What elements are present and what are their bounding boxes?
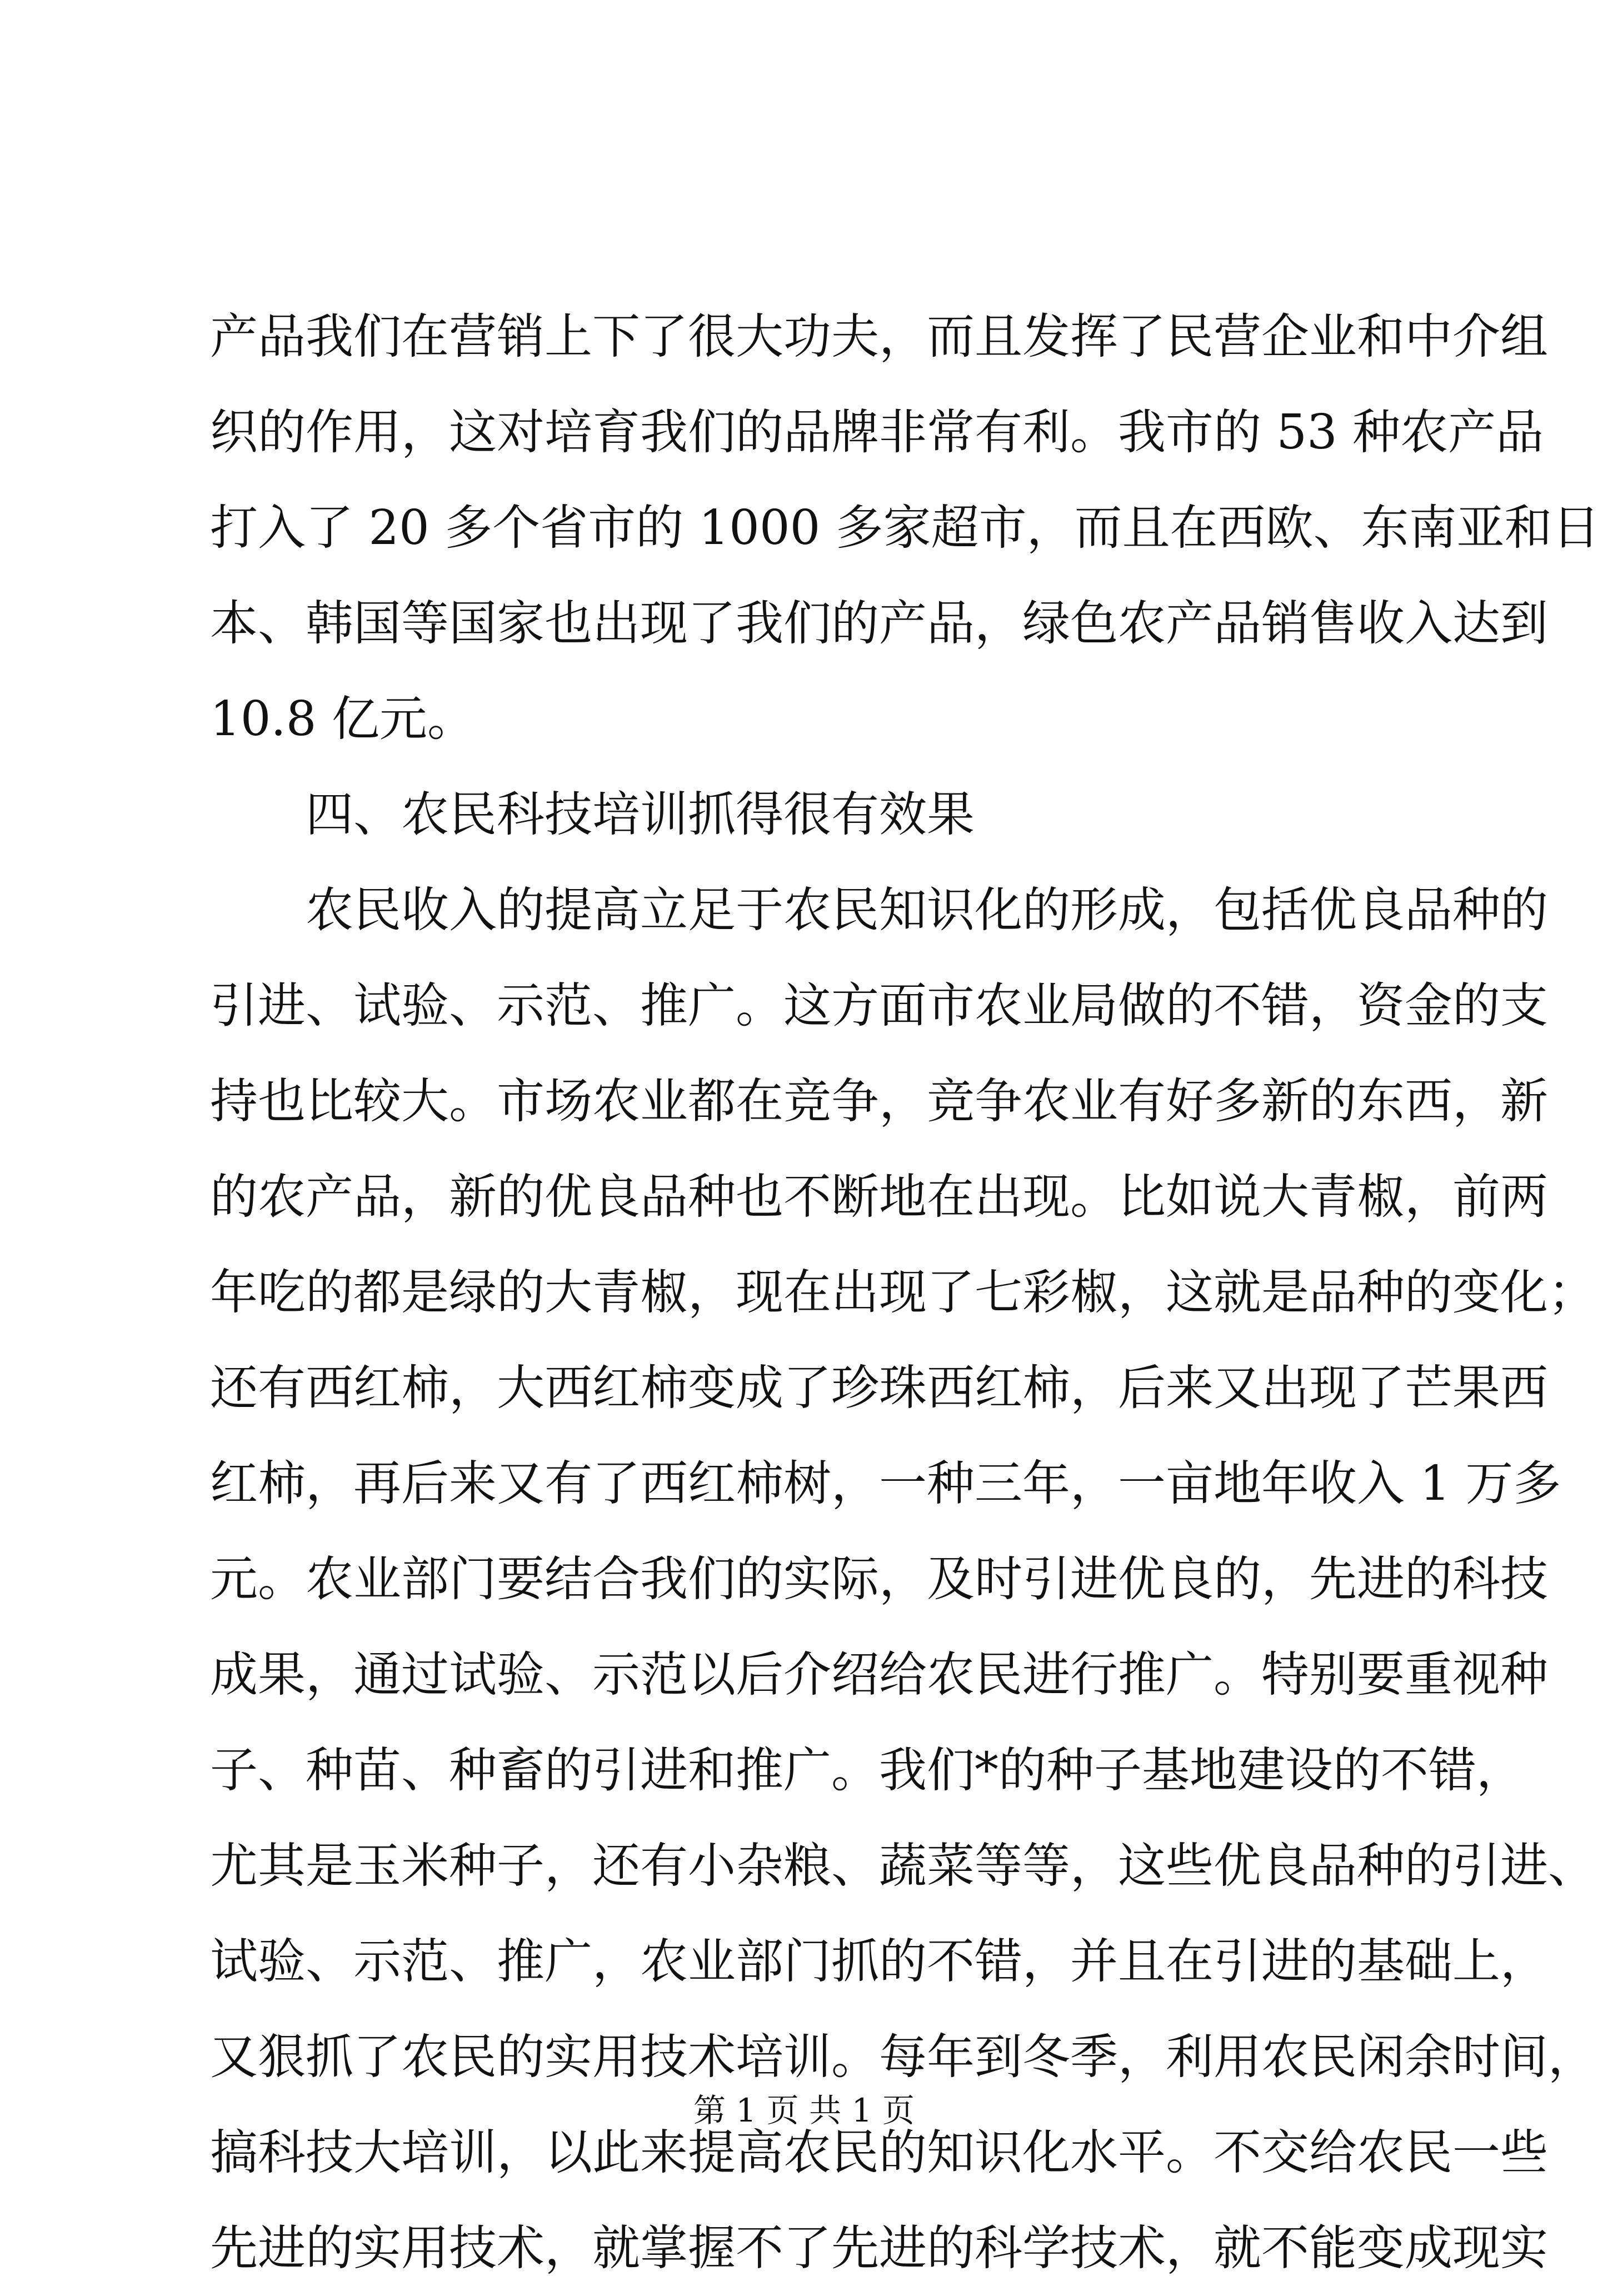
paragraph-line: 10.8 亿元。 — [210, 691, 475, 747]
paragraph-line: 产品我们在营销上下了很大功夫，而且发挥了民营企业和中介组 — [210, 309, 1548, 365]
paragraph-line: 成果，通过试验、示范以后介绍给农民进行推广。特别要重视种 — [210, 1647, 1548, 1703]
paragraph-line: 打入了 20 多个省市的 1000 多家超市，而且在西欧、东南亚和日 — [210, 500, 1600, 556]
paragraph-line: 先进的实用技术，就掌握不了先进的科学技术，就不能变成现实 — [210, 2220, 1548, 2276]
page-number-footer: 第 1 页 共 1 页 — [693, 2092, 915, 2129]
paragraph-line: 本、韩国等国家也出现了我们的产品，绿色农产品销售收入达到 — [210, 596, 1548, 651]
paragraph-line: 又狠抓了农民的实用技术培训。每年到冬季，利用农民闲余时间， — [210, 2029, 1596, 2085]
paragraph-line: 红柿，再后来又有了西红柿树，一种三年，一亩地年收入 1 万多 — [210, 1456, 1561, 1511]
section-heading: 四、农民科技培训抓得很有效果 — [306, 787, 975, 842]
paragraph-line: 引进、试验、示范、推广。这方面市农业局做的不错，资金的支 — [210, 978, 1548, 1034]
paragraph-line: 子、种苗、种畜的引进和推广。我们*的种子基地建设的不错， — [210, 1743, 1524, 1798]
paragraph-line: 农民收入的提高立足于农民知识化的形成，包括优良品种的 — [306, 882, 1548, 938]
paragraph-line: 搞科技大培训，以此来提高农民的知识化水平。不交给农民一些 — [210, 2125, 1548, 2180]
paragraph-line: 试验、示范、推广，农业部门抓的不错，并且在引进的基础上， — [210, 1934, 1548, 1989]
paragraph-line: 元。农业部门要结合我们的实际，及时引进优良的，先进的科技 — [210, 1551, 1548, 1607]
document-body — [210, 289, 1600, 2296]
paragraph-line: 持也比较大。市场农业都在竞争，竞争农业有好多新的东西，新 — [210, 1074, 1548, 1129]
paragraph-line: 还有西红柿，大西红柿变成了珍珠西红柿，后来又出现了芒果西 — [210, 1360, 1548, 1416]
paragraph-line: 年吃的都是绿的大青椒，现在出现了七彩椒，这就是品种的变化； — [210, 1265, 1596, 1320]
paragraph-line: 织的作用，这对培育我们的品牌非常有利。我市的 53 种农产品 — [210, 405, 1544, 460]
paragraph-line: 尤其是玉米种子，还有小杂粮、蔬菜等等，这些优良品种的引进、 — [210, 1838, 1596, 1894]
paragraph-line: 的农产品，新的优良品种也不断地在出现。比如说大青椒，前两 — [210, 1169, 1548, 1225]
